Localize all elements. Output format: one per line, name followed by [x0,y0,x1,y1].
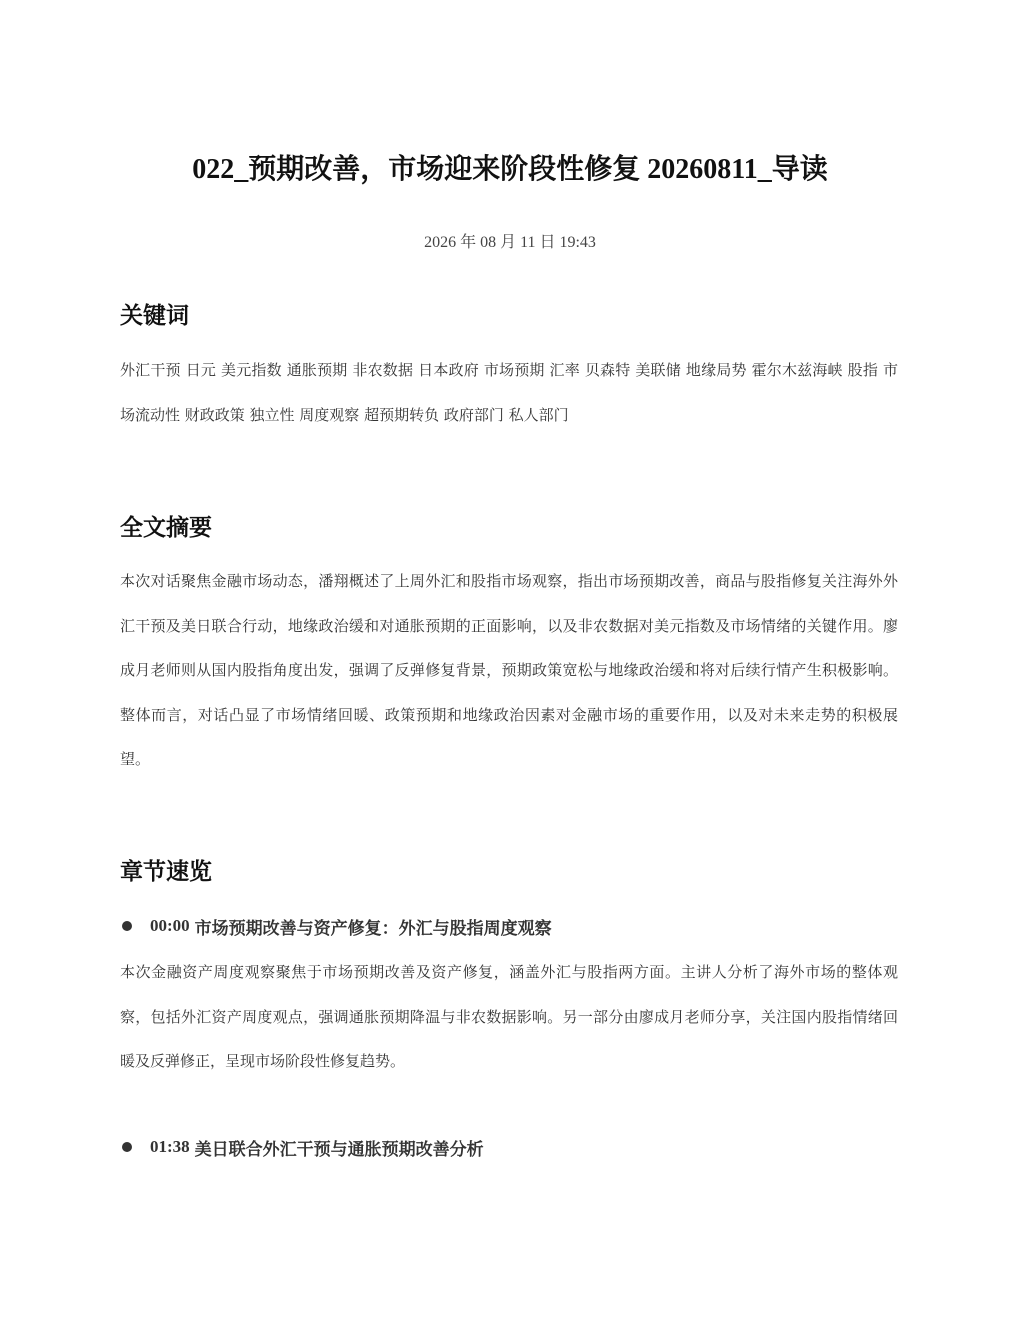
bullet-icon [122,921,132,931]
chapter-title: 市场预期改善与资产修复：外汇与股指周度观察 [194,918,552,939]
summary-text: 本次对话聚焦金融市场动态，潘翔概述了上周外汇和股指市场观察，指出市场预期改善，商品与股指修复关注海外外汇干预及美日联合行动，地缘政治缓和对通胀预期的正面影响，以及非农数据对美元指数及市场情绪的关键作用。廖成月老师则从国内股指角度出发，强调了反弹修复背景，预期政策宽松与地缘政治缓和将对后续行情产生积极影响。整体而言，对话凸显了市场情绪回暖、政策预期和地缘政治因素对金融市场的重要作用，以及对未来走势的积极展望。 [120,572,898,768]
bullet-icon [122,1142,132,1152]
chapter-time: 00:00 [150,916,190,935]
document-title: 022_预期改善，市场迎来阶段性修复 20260811_导读 [192,154,828,185]
keywords-text: 外汇干预 日元 美元指数 通胀预期 非农数据 日本政府 市场预期 汇率 贝森特 美联储 地缘局势 霍尔木兹海峡 股指 市场流动性 财政政策 独立性 周度观察 超预期转负 政府部门 私人部门 [120,361,898,424]
summary-heading: 全文摘要 [120,515,212,541]
chapter-title: 美日联合外汇干预与通胀预期改善分析 [194,1139,484,1160]
keywords-heading: 关键词 [120,303,189,329]
document-date: 2026 年 08 月 11 日 19:43 [424,234,596,251]
chapters-heading: 章节速览 [120,859,212,885]
chapter-item-2 [120,1135,484,1159]
chapter-item-1 [120,914,552,938]
chapter-description: 本次金融资产周度观察聚焦于市场预期改善及资产修复，涵盖外汇与股指两方面。主讲人分析了海外市场的整体观察，包括外汇资产周度观点，强调通胀预期降温与非农数据影响。另一部分由廖成月老师分享，关注国内股指情绪回暖及反弹修正，呈现市场阶段性修复趋势。 [120,963,898,1070]
chapter-time: 01:38 [150,1137,190,1156]
